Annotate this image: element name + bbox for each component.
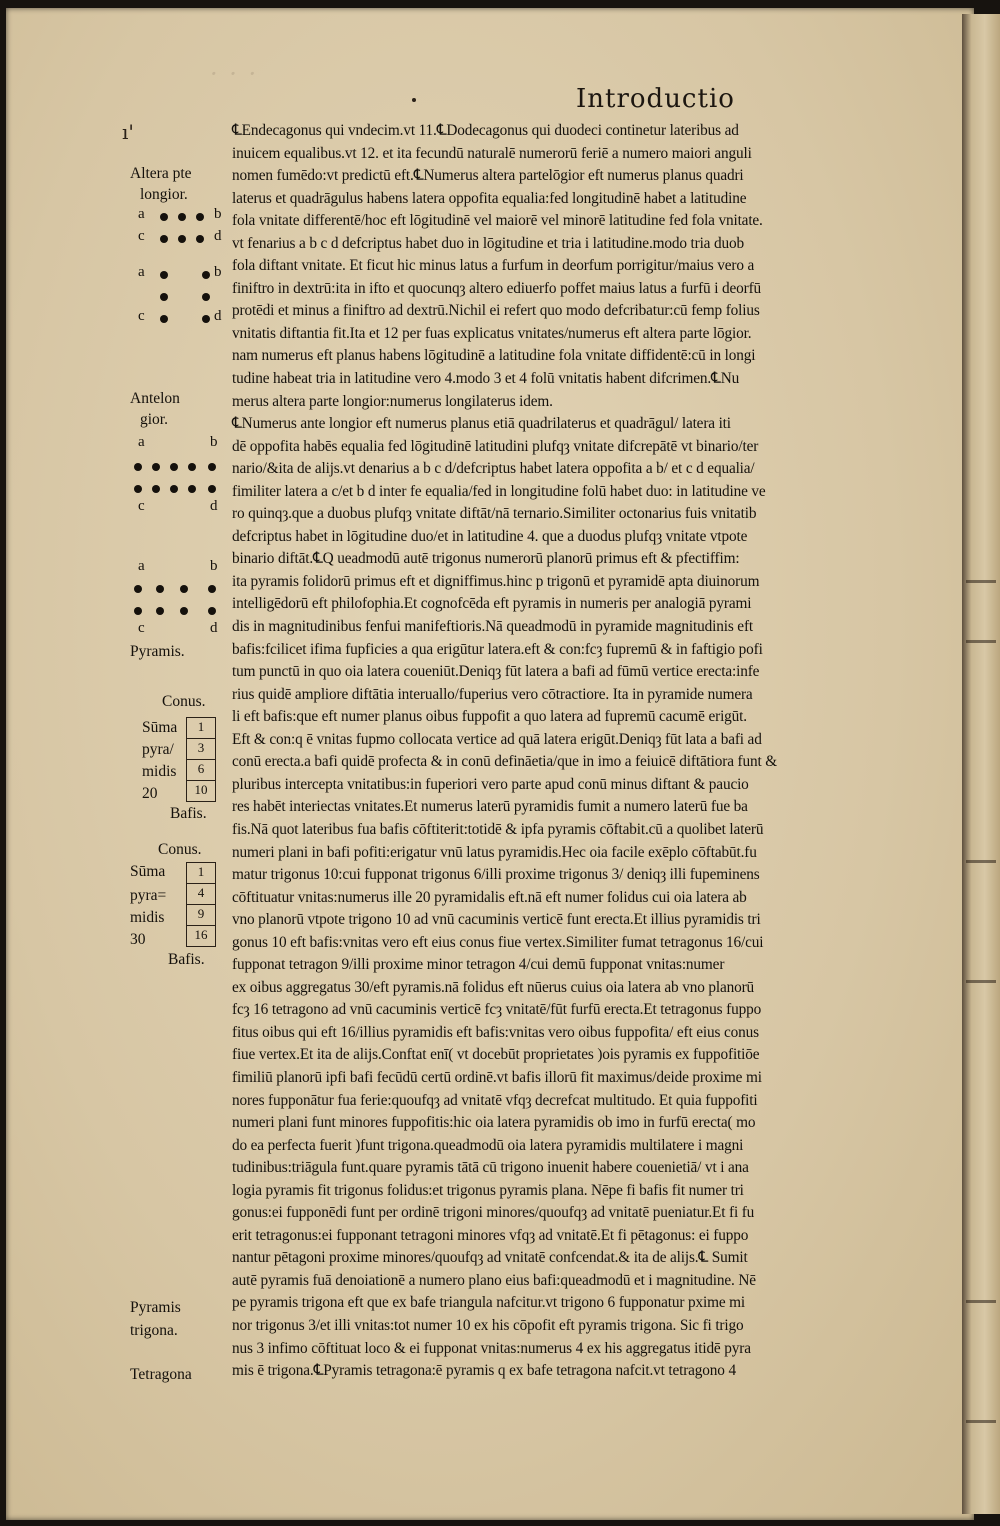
text-line: fola diftant vnitate. Et ficut hic minus latus a furfum in deorfum porrigitur/maius vero a	[232, 257, 755, 275]
margin-note-conus-2: Conus.	[158, 841, 202, 858]
text-line: Eft & con:q ē vnitas fupmo collocata vertice ad quā latera erigūt.Deniqȝ fūt lata a bafi ad	[232, 730, 762, 748]
text-line: protēdi et minus a finiftro ad dextrū.Nichil ei refert quo modo defcribatur:cū femp folius	[232, 302, 760, 320]
diagram-label-b: b	[210, 434, 218, 450]
unit-dot	[134, 607, 142, 615]
dot-diagram-ten-labels-top	[128, 432, 228, 456]
unit-dot	[202, 271, 210, 279]
text-line: li eft bafis:que eft numer planus oibus fuppofit a quo latera ad fupremū cacumē erigūt.	[232, 708, 747, 726]
adjacent-page-edge	[962, 14, 1000, 1514]
dot-diagram-ten-row-1	[128, 454, 228, 478]
unit-dot	[196, 235, 204, 243]
text-line: nus 3 infimo cōftituat loco & ei fupponat vnitas:numerus 4 ex his aggregatus itidē pyra	[232, 1339, 751, 1357]
text-line: numeri plani funt minores fuppofitis:hic oia latera pyramidis ob imo in furfū erecta( mo	[232, 1114, 756, 1132]
dot-diagram-eight-labels-bottom	[128, 618, 228, 642]
edge-mark	[966, 640, 996, 643]
margin-note-pyra-2: pyra=	[130, 887, 167, 904]
margin-note-conus-1: Conus.	[162, 693, 206, 710]
text-line: finiftro in dextrū:ita in ifto et quocunqȝ altero ediuerfo poffet maius latus a furfū i deorfū	[232, 279, 762, 297]
text-line: do ea perfecta fuerit )funt trigona.queadmodū oia latera pyramidis multilatere i magni	[232, 1136, 744, 1154]
text-line: fola vnitate differentē/hoc eft lōgitudinē vel maiorē vel minorē latitudine fed fola vnitate.	[232, 212, 763, 230]
text-line: fiue vertex.Et ita de alijs.Conftat enī( vt docebūt proprietates )ois pyramis ex fuppofitiōe	[232, 1046, 760, 1064]
text-line: matur trigonus 10:cui fupponat trigonus 6/illi proxime trigonus 3/ deniqȝ illi fupeminens	[232, 866, 760, 884]
diagram-label-b: b	[214, 206, 222, 222]
diagram-label-c: c	[138, 308, 145, 324]
text-line: tum punctū in quo oia latera coueniūt.Deniqȝ fūt latera a bafi ad fūmū vertice erecta:infe	[232, 663, 760, 681]
text-line: ℄Endecagonus qui vndecim.vt 11.℄Dodecagonus qui duodeci continetur lateribus ad	[232, 122, 739, 139]
text-line: fimiliter latera a c/et b d inter fe equalia/fed in longitudine folū habet duo: in latitudine ve	[232, 482, 766, 500]
unit-dot	[160, 213, 168, 221]
text-line: nam numerus eft planus habens lōgitudinē a latitudine fola vnitate diffidentē:cū in longi	[232, 347, 756, 365]
unit-dot	[134, 463, 142, 471]
margin-note-suma-1: Sūma	[142, 719, 178, 736]
diagram-label-d: d	[210, 620, 218, 636]
text-line: ita pyramis folidorū primus eft et digniffimus.hinc p trigonū et pyramidē apta diuinorum	[232, 572, 760, 590]
text-line: vt fenarius a b c d defcriptus habet duo in lōgitudine et tria i latitudine.modo tria duob	[232, 234, 744, 252]
unit-dot	[178, 213, 186, 221]
stack-value: 1	[186, 717, 216, 739]
unit-dot	[152, 485, 160, 493]
margin-note-basis-2: Bafis.	[168, 951, 205, 968]
text-line: numeri plani in bafi pofiti:erigatur vnū latus pyramidis.Hec oia facile exēplo cōftabūt.fu	[232, 843, 757, 861]
edge-mark	[966, 1300, 996, 1303]
margin-note-longior: longior.	[140, 186, 188, 203]
text-line: pe pyramis trigona eft que ex bafe triangula nafcitur.vt trigono 6 fupponatur pxime mi	[232, 1294, 745, 1312]
diagram-label-a: a	[138, 434, 145, 450]
unit-dot	[196, 213, 204, 221]
text-line: vno planorū vtpote trigono 10 ad vnū cacuminis verticē funt erecta.Et illius pyramidis tri	[232, 911, 761, 929]
unit-dot	[208, 607, 216, 615]
text-line: fimiliū planorū ipfi bafi fecūdū certū ordinē.vt bafis illorū fit maximus/deide proxime mi	[232, 1068, 762, 1086]
dot-diagram-six-row-1	[128, 204, 228, 228]
text-line: res habēt interiectas vnitates.Et numerus laterū pyramidis fumit a numero laterū fue ba	[232, 798, 748, 816]
stack-value: 10	[186, 781, 216, 802]
text-line: nomen fumēdo:vt predictū eft.℄Numerus altera partelōgior eft numerus planus quadri	[232, 167, 744, 185]
unit-dot	[170, 485, 178, 493]
margin-note-pyramis: Pyramis.	[130, 643, 185, 660]
edge-mark	[966, 580, 996, 583]
text-line: fupponat tetragon 9/illi proxime minor tetragon 4/cui demū fupponat vnitas:numer	[232, 956, 725, 974]
margin-note-total-2: 30	[130, 931, 146, 948]
diagram-label-d: d	[214, 308, 222, 324]
unit-dot	[180, 585, 188, 593]
unit-dot	[188, 485, 196, 493]
text-line: nor trigonus 3/et illi vnitas:tot numer 10 ex his cōpofit eft pyramis trigona. Sic fi trigo	[232, 1316, 744, 1334]
text-line: vnitatis diftantia fit.Ita et 12 per fuas explicatus vnitates/numerus eft altera parte lōgior.	[232, 324, 752, 342]
dot-diagram-six-row-2	[128, 226, 228, 250]
stack-value: 4	[186, 884, 216, 905]
margin-note-midis-2: midis	[130, 909, 165, 926]
unit-dot	[178, 235, 186, 243]
text-line: nantur pētagoni proxime minores/quoufqȝ ad vnitatē confcendat.& ita de alijs.℄ Sumit	[232, 1249, 748, 1267]
unit-dot	[208, 463, 216, 471]
diagram-label-b: b	[214, 264, 222, 280]
unit-dot	[160, 271, 168, 279]
text-line: erit tetragonus:ei fupponant tetragoni minores vfqȝ ad vnitatē.Et fi pētagonus: ei fuppo	[232, 1226, 749, 1244]
unit-dot	[134, 585, 142, 593]
diagram-label-c: c	[138, 620, 145, 636]
text-line: ex oibus aggregatus 30/eft pyramis.nā folidus eft nūerus cuius oia latera ab vno planorū	[232, 978, 755, 996]
stack-value: 16	[186, 926, 216, 947]
unit-dot	[180, 607, 188, 615]
marginal-mark: ı'	[122, 120, 134, 144]
text-line: dē oppofita habēs equalia fed lōgitudinē latitudini plufqȝ vnitate difcrepātē vt binario/ter	[232, 437, 759, 455]
text-line: logia pyramis fit trigonus folidus:et trigonus pyramis plana. Nēpe fi bafis fit numer tri	[232, 1181, 744, 1199]
unit-dot	[134, 485, 142, 493]
text-line: nario/&ita de alijs.vt denarius a b c d/defcriptus habet latera oppofita a b/ et c d equalia/	[232, 460, 755, 478]
unit-dot	[160, 235, 168, 243]
running-header: Introductio	[576, 84, 735, 114]
text-line: tudine habeat tria in latitudine vero 4.modo 3 et 4 folū vnitatis habent difcrimen.℄Nu	[232, 370, 740, 388]
unit-dot	[202, 293, 210, 301]
diagram-label-a: a	[138, 206, 145, 222]
margin-note-antelongior: Antelon	[130, 390, 180, 407]
text-line: fcȝ 16 tetragono ad vnū cacuminis verticē fcȝ vnitatē/fūt furfū erecta.Et tetragonus fuppo	[232, 1001, 762, 1019]
stack-value: 9	[186, 905, 216, 926]
text-line: tudinibus:triāgula funt.quare pyramis tātā cū trigono inuenit habere couenietiā/ vt i ana	[232, 1159, 749, 1177]
pyramid-stack-tetragonal	[186, 862, 216, 947]
margin-note-trigona: trigona.	[130, 1322, 178, 1339]
unit-dot	[160, 315, 168, 323]
text-line: nores fupponātur fua ferie:quoufqȝ ad vnitatē vfqȝ decrefcat multitudo. Et quia fuppofiti	[232, 1091, 758, 1109]
dot-diagram-twelve-row-2	[128, 284, 228, 308]
margin-note-pyramis-trigona: Pyramis	[130, 1299, 181, 1316]
diagram-label-a: a	[138, 558, 145, 574]
bleed-through-mark: · · ·	[210, 60, 259, 88]
unit-dot	[208, 485, 216, 493]
text-line: mis ē trigona.℄Pyramis tetragona:ē pyramis q ex bafe tetragona nafcit.vt tetragono 4	[232, 1362, 736, 1380]
dot-diagram-twelve-row-3	[128, 306, 228, 330]
text-line: intelligēdorū eft philofophia.Et cognofcēda eft pyramis in numeris per analogiā pyrami	[232, 595, 752, 613]
text-line: fitus oibus qui eft 16/illius pyramidis eft bafis:vnitas vero oibus fuppofita/ eft eius conus	[232, 1023, 759, 1041]
diagram-label-c: c	[138, 498, 145, 514]
unit-dot	[160, 293, 168, 301]
margin-note-total-1: 20	[142, 785, 158, 802]
stack-value: 3	[186, 739, 216, 760]
text-line: inuicem equalibus.vt 12. et ita fecundū naturalē numerorū feriē a numero maiori anguli	[232, 144, 752, 162]
text-line: gonus 10 eft bafis:vnitas vero eft eius conus fiue vertex.Similiter fumat tetragonus 16/cui	[232, 933, 764, 951]
edge-mark	[966, 860, 996, 863]
text-line: autē pyramis fuā denoiationē a numero plano eius bafi:queadmodū et i magnitudine. Nē	[232, 1271, 756, 1289]
text-line: binario diftāt.℄Q ueadmodū autē trigonus numerorū planorū primus eft & pfectiffim:	[232, 550, 740, 568]
text-line: rius quidē ampliore diftātia interuallo/fuperius vero cōtractiore. Ita in pyramide numera	[232, 685, 753, 703]
text-line: ro quinqȝ.que a duobus plufqȝ vnitate diftāt/nā ternario.Similiter octonarius fuis vnitatib	[232, 505, 757, 523]
unit-dot	[188, 463, 196, 471]
text-line: dis in magnitudinibus fenfui manifeftioris.Nā queadmodū in pyramide magnitudinis eft	[232, 618, 753, 636]
text-line: bafis:fcilicet ifima fupficies a qua erigūtur latera.eft & con:fcȝ fupremū & in faftigio pofi	[232, 640, 763, 658]
text-line: fis.Nā quot lateribus fua bafis cōftiterit:totidē & ipfa pyramis cōftabit.cū a quolibet laterū	[232, 820, 764, 838]
main-text-block	[232, 120, 960, 1383]
edge-mark	[966, 980, 996, 983]
text-line: laterus et quadrāgulus habens latera oppofita equalia:fed longitudinē habet a latitudine	[232, 189, 747, 207]
diagram-label-a: a	[138, 264, 145, 280]
dot-diagram-ten-labels-bottom	[128, 496, 228, 520]
text-line: gonus:ei fupponēdi funt per ordinē trigoni minores/quoufqȝ ad vnitatē pueniatur.Et fi fu	[232, 1204, 755, 1222]
unit-dot	[156, 585, 164, 593]
text-line: merus altera parte longior:numerus longilaterus idem.	[232, 392, 553, 410]
dot-diagram-eight-row-1	[128, 576, 228, 600]
unit-dot	[202, 315, 210, 323]
edge-mark	[966, 1420, 996, 1423]
margin-note-gior: gior.	[140, 411, 168, 428]
margin-note-altera: Altera pte	[130, 165, 192, 182]
margin-note-midis-1: midis	[142, 763, 177, 780]
text-line: ℄Numerus ante longior eft numerus planus etiā quadrilaterus et quadrāgul/ latera iti	[232, 415, 731, 433]
margin-note-tetragona: Tetragona	[130, 1366, 192, 1383]
dot-diagram-twelve-row-1	[128, 262, 228, 286]
ink-dot	[412, 98, 416, 102]
margin-note-pyra-1: pyra/	[142, 741, 174, 758]
unit-dot	[152, 463, 160, 471]
unit-dot	[208, 585, 216, 593]
margin-note-suma-2: Sūma	[130, 863, 166, 880]
text-line: conū erecta.a bafi quidē profecta & in conū defināetia/que in imo a feiuicē diftātiora funt &	[232, 753, 777, 771]
margin-note-basis-1: Bafis.	[170, 805, 207, 822]
unit-dot	[156, 607, 164, 615]
text-line: pluribus intercepta vnitatibus:in fuperiori vero parte apud conū minus diftant & paucio	[232, 775, 749, 793]
diagram-label-d: d	[210, 498, 218, 514]
unit-dot	[170, 463, 178, 471]
stack-value: 1	[186, 862, 216, 884]
text-line: cōftituatur vnitas:numerus ille 20 pyramidalis eft.nā eft numer folidus cui oia latera ab	[232, 888, 747, 906]
diagram-label-c: c	[138, 228, 145, 244]
diagram-label-d: d	[214, 228, 222, 244]
stack-value: 6	[186, 760, 216, 781]
pyramid-stack-trigonal	[186, 717, 216, 802]
text-line: defcriptus habet in lōgitudine duo/et in latitudine 4. que a duodus plufqȝ vnitate vtpote	[232, 527, 748, 545]
diagram-label-b: b	[210, 558, 218, 574]
